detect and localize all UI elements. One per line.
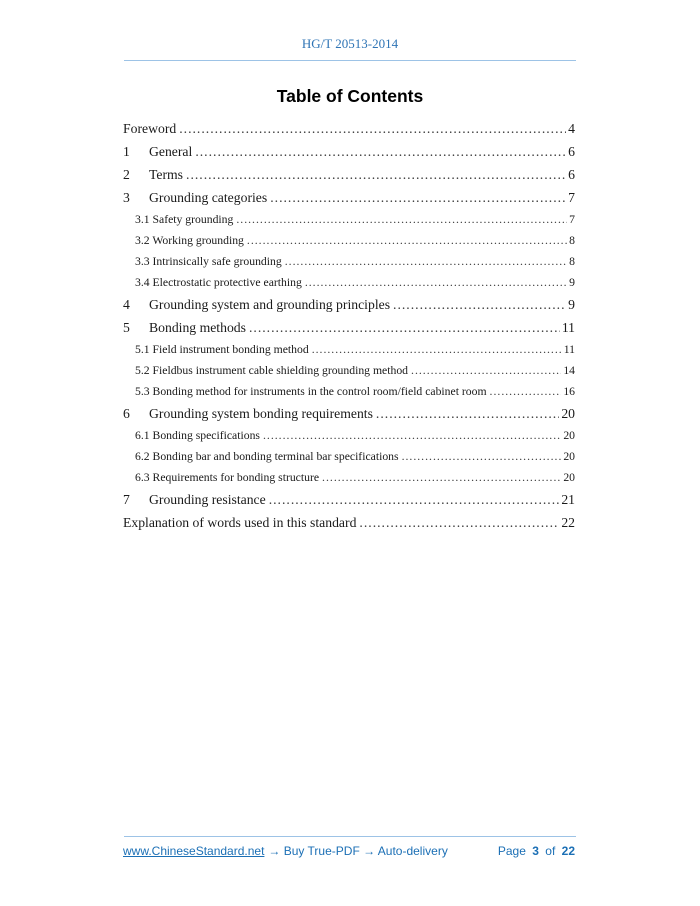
- toc-leader-dots: [359, 511, 559, 534]
- page-footer: [123, 844, 575, 858]
- toc-leader-dots: [195, 140, 566, 163]
- page-of-label: of: [545, 844, 556, 858]
- toc-entry-page: 20: [563, 429, 575, 442]
- toc-leader-dots: [490, 381, 562, 402]
- toc-entry-label: Foreword: [123, 121, 177, 136]
- page-label: Page: [497, 844, 526, 858]
- toc-entry-page: 20: [563, 450, 575, 463]
- toc-entry: [123, 272, 575, 293]
- toc-entry: [123, 446, 575, 467]
- toc-entry-label: 5.3 Bonding method for instruments in the control room/field cabinet room: [135, 385, 487, 398]
- toc-entry-label: Grounding system bonding requirements: [149, 406, 373, 421]
- footer-purchase-text: → Buy True-PDF → Auto-delivery: [268, 844, 448, 858]
- toc-entry: [123, 511, 575, 534]
- total-page-number: 22: [561, 844, 575, 858]
- website-link[interactable]: www.ChineseStandard.net: [123, 844, 265, 858]
- toc-leader-dots: [322, 467, 561, 488]
- toc-entry: [123, 425, 575, 446]
- table-of-contents: [123, 117, 575, 534]
- toc-entry: [123, 163, 575, 186]
- toc-entry-page: 6: [568, 167, 575, 182]
- toc-entry-label: Terms: [149, 167, 184, 182]
- toc-entry-label: 5.1 Field instrument bonding method: [135, 343, 309, 356]
- toc-entry-label: Grounding resistance: [149, 492, 266, 507]
- footer-purchase-info: [123, 844, 448, 858]
- toc-entry: [123, 467, 575, 488]
- current-page-number: 3: [532, 844, 539, 858]
- toc-entry-page: 9: [569, 276, 575, 289]
- toc-entry-page: 14: [563, 364, 575, 377]
- toc-entry: [123, 381, 575, 402]
- toc-entry-number: 1: [123, 144, 130, 159]
- toc-entry-label: 3.4 Electrostatic protective earthing: [135, 276, 302, 289]
- toc-entry-number: 7: [123, 492, 130, 507]
- toc-entry-page: 4: [568, 121, 575, 136]
- toc-entry: [123, 209, 575, 230]
- toc-leader-dots: [269, 488, 560, 511]
- toc-entry-page: 21: [561, 492, 575, 507]
- toc-leader-dots: [312, 339, 562, 360]
- toc-entry-label: Bonding methods: [149, 320, 246, 335]
- toc-entry-label: 6.1 Bonding specifications: [135, 429, 260, 442]
- toc-entry: [123, 117, 575, 140]
- toc-entry: [123, 402, 575, 425]
- toc-entry: [123, 140, 575, 163]
- toc-entry: [123, 293, 575, 316]
- toc-leader-dots: [249, 316, 560, 339]
- toc-entry: [123, 186, 575, 209]
- toc-entry-label: Explanation of words used in this standard: [123, 515, 357, 530]
- toc-leader-dots: [376, 402, 559, 425]
- toc-entry-label: 5.2 Fieldbus instrument cable shielding grounding method: [135, 364, 409, 377]
- toc-entry-page: 7: [569, 213, 575, 226]
- toc-entry-page: 11: [561, 320, 575, 335]
- toc-entry-number: 3: [123, 190, 130, 205]
- toc-entry: [123, 316, 575, 339]
- toc-entry-page: 20: [561, 406, 575, 421]
- toc-leader-dots: [285, 251, 567, 272]
- toc-entry-page: 7: [568, 190, 575, 205]
- toc-leader-dots: [186, 163, 566, 186]
- toc-entry-label: 3.1 Safety grounding: [135, 213, 234, 226]
- toc-entry-page: 9: [568, 297, 575, 312]
- toc-leader-dots: [393, 293, 566, 316]
- toc-entry-number: 4: [123, 297, 130, 312]
- toc-entry-label: 3.2 Working grounding: [135, 234, 244, 247]
- page-title: Table of Contents: [276, 86, 424, 106]
- toc-leader-dots: [402, 446, 562, 467]
- toc-entry-number: 2: [123, 167, 130, 182]
- toc-entry-label: 3.3 Intrinsically safe grounding: [135, 255, 282, 268]
- toc-entry-page: 20: [563, 471, 575, 484]
- toc-entry: [123, 339, 575, 360]
- footer-rule: [124, 836, 576, 837]
- toc-entry-page: 22: [561, 515, 575, 530]
- toc-entry: [123, 360, 575, 381]
- toc-leader-dots: [236, 209, 567, 230]
- toc-entry: [123, 230, 575, 251]
- toc-entry-page: 8: [569, 255, 575, 268]
- toc-leader-dots: [411, 360, 561, 381]
- toc-entry-label: General: [149, 144, 193, 159]
- header-rule: [124, 60, 576, 61]
- toc-entry: [123, 251, 575, 272]
- toc-leader-dots: [305, 272, 567, 293]
- toc-entry-label: Grounding system and grounding principles: [149, 297, 391, 312]
- toc-entry-page: 6: [568, 144, 575, 159]
- toc-entry-number: 6: [123, 406, 130, 421]
- toc-leader-dots: [270, 186, 566, 209]
- toc-entry-number: 5: [123, 320, 130, 335]
- toc-entry-label: Grounding categories: [149, 190, 268, 205]
- toc-entry-label: 6.2 Bonding bar and bonding terminal bar specifications: [135, 450, 399, 463]
- header-standard-code: HG/T 20513-2014: [301, 36, 399, 51]
- toc-entry-page: 11: [563, 343, 575, 356]
- toc-entry: [123, 488, 575, 511]
- toc-entry-page: 8: [569, 234, 575, 247]
- toc-leader-dots: [263, 425, 561, 446]
- page-number-indicator: [498, 844, 575, 858]
- toc-leader-dots: [179, 117, 566, 140]
- toc-leader-dots: [247, 230, 567, 251]
- toc-entry-page: 16: [563, 385, 575, 398]
- toc-entry-label: 6.3 Requirements for bonding structure: [135, 471, 320, 484]
